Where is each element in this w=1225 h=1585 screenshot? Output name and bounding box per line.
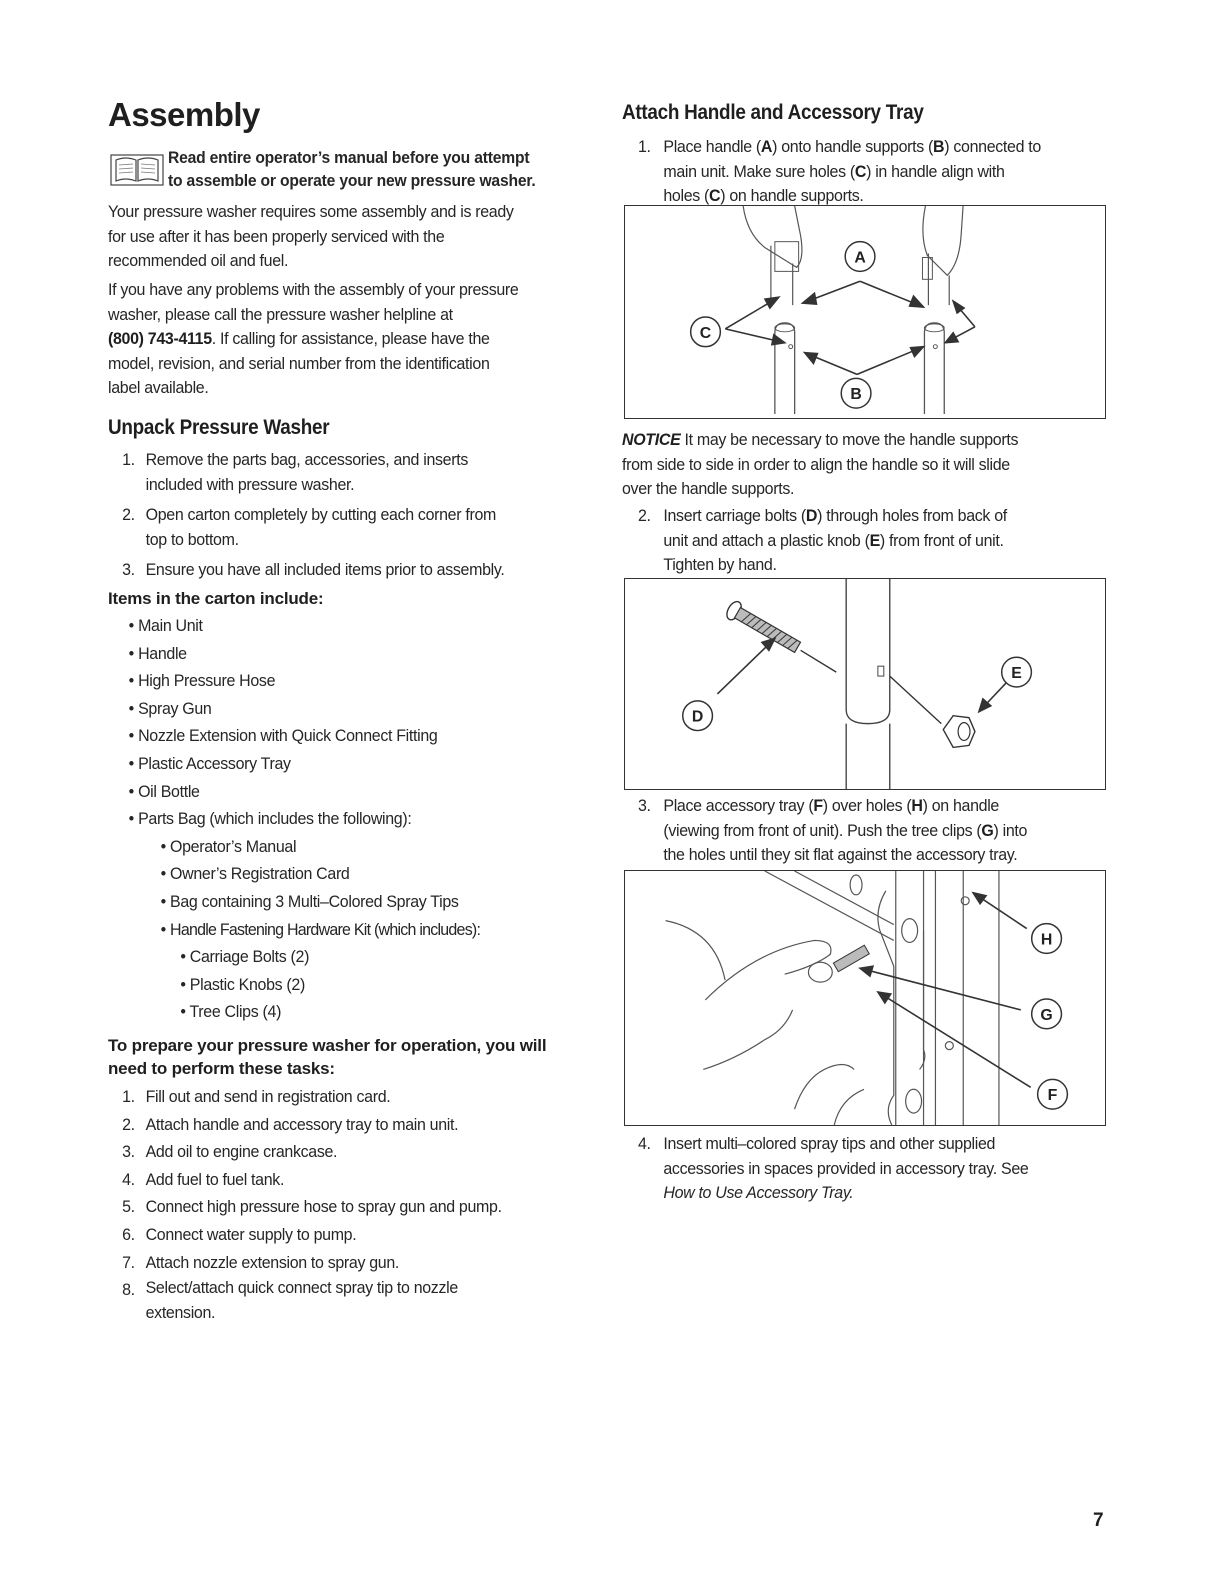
text-line: Fill out and send in registration card. [145, 1087, 391, 1106]
items-heading: Items in the carton include: [108, 589, 324, 608]
warning-line: Read entire operator’s manual before you attempt [168, 148, 530, 167]
handle-supports-figure [624, 205, 1106, 419]
item-text: Nozzle Extension with Quick Connect Fitting [138, 726, 438, 746]
text-line: for use after it has been properly serviced with the [108, 226, 445, 246]
list-item [108, 1193, 587, 1221]
callout-label-c: C [699, 324, 712, 342]
item-number: 7. [122, 1252, 135, 1272]
item-text: Carriage Bolts (2) [189, 947, 310, 967]
list-item [108, 558, 587, 583]
list-item [108, 1221, 587, 1249]
list-item [108, 1276, 587, 1325]
hand-drawing [666, 921, 864, 1125]
text-line: Add oil to engine crankcase. [145, 1142, 338, 1162]
text-span: ) onto handle supports ( [772, 137, 934, 156]
text-line [622, 529, 1106, 554]
tasks-list [108, 1083, 587, 1325]
list-item: • Nozzle Extension with Quick Connect Fitting [128, 726, 438, 746]
item-text: Operator’s Manual [170, 836, 297, 856]
book-icon [110, 154, 164, 186]
text-line: included with pressure washer. [145, 474, 355, 494]
item-number: 4. [637, 1134, 651, 1153]
list-item: • Handle [128, 643, 187, 663]
item-number: 6. [122, 1224, 135, 1244]
heading-line: To prepare your pressure washer for operation, you will [108, 1036, 547, 1055]
text-line [622, 504, 1106, 529]
list-item [108, 1166, 587, 1194]
text-line: extension. [145, 1302, 216, 1322]
list-item: • Parts Bag (which includes the following): [128, 809, 412, 829]
item-number: 4. [122, 1169, 135, 1189]
warning-line: to assemble or operate your new pressure washer. [168, 171, 536, 190]
text-span: . If calling for assistance, please have the [211, 329, 490, 348]
list-item: • High Pressure Hose [128, 671, 276, 691]
handle-supports-illustration [625, 206, 1105, 418]
text-line: Attach handle and accessory tray to main unit. [145, 1114, 459, 1134]
text-span: ) on handle [922, 796, 999, 815]
text-line: Ensure you have all included items prior to assembly. [145, 560, 505, 579]
attach-heading: Attach Handle and Accessory Tray [622, 101, 924, 124]
item-text: Plastic Accessory Tray [138, 753, 291, 773]
item-number: 1. [637, 137, 651, 156]
label-ref: F [813, 796, 823, 815]
text-line: washer, please call the pressure washer helpline at [108, 304, 453, 324]
cross-reference: How to Use Accessory Tray. [663, 1183, 854, 1202]
item-text: Main Unit [138, 616, 203, 635]
item-number: 2. [122, 1114, 135, 1134]
text-line: Select/attach quick connect spray tip to nozzle [145, 1278, 458, 1298]
text-line: accessories in spaces provided in accessory tray. See [663, 1158, 1029, 1178]
label-ref: E [869, 530, 880, 550]
text-span: ) over holes ( [822, 796, 912, 815]
list-item: • Tree Clips (4) [180, 1002, 282, 1022]
item-text: Bag containing 3 Multi–Colored Spray Tips [170, 891, 459, 911]
item-number: 3. [122, 560, 135, 579]
text-line: Tighten by hand. [663, 555, 777, 574]
item-number: 3. [122, 1142, 135, 1162]
list-item [108, 503, 587, 552]
item-text: Oil Bottle [138, 781, 200, 801]
text-line: Insert multi–colored spray tips and other supplied [663, 1134, 996, 1153]
text-span: ) connected to [944, 137, 1041, 156]
text-span: Place accessory tray ( [663, 796, 814, 815]
helpline-paragraph [108, 278, 587, 401]
text-span: unit and attach a plastic knob ( [663, 530, 870, 550]
item-text: Parts Bag (which includes the following): [138, 809, 412, 829]
item-number: 3. [637, 796, 651, 815]
text-line: from side to side in order to align the handle so it will slide [622, 454, 1010, 474]
carriage-bolt-figure [624, 578, 1106, 790]
item-text: Handle [138, 643, 187, 663]
label-ref: C [854, 161, 867, 181]
text-span: (viewing from front of unit). Push the tree clips ( [663, 820, 982, 840]
tasks-heading [108, 1034, 546, 1080]
text-line [622, 160, 1106, 185]
item-number: 1. [122, 1087, 135, 1106]
carriage-bolt-illustration [625, 579, 1105, 789]
text-line: model, revision, and serial number from the identification [108, 353, 490, 373]
list-item: • Spray Gun [128, 698, 212, 718]
list-item: • Plastic Accessory Tray [128, 753, 291, 773]
list-item: • Operator’s Manual [160, 836, 297, 856]
text-line: Add fuel to fuel tank. [145, 1169, 285, 1189]
text-span: holes ( [663, 186, 710, 205]
item-number: 5. [122, 1197, 135, 1217]
item-text: Spray Gun [138, 698, 212, 718]
text-span: ) from front of unit. [879, 530, 1004, 550]
plastic-knob [943, 716, 975, 748]
list-item: • Plastic Knobs (2) [180, 974, 305, 994]
text-line: Connect high pressure hose to spray gun and pump. [145, 1197, 502, 1217]
list-item [108, 1111, 587, 1139]
list-item [108, 448, 587, 497]
list-item [108, 1249, 587, 1277]
tree-clip-illustration [625, 871, 1105, 1125]
text-span: Insert carriage bolts ( [663, 506, 806, 525]
text-line: Attach nozzle extension to spray gun. [145, 1252, 400, 1272]
list-item [108, 1138, 587, 1166]
list-item [108, 1083, 587, 1111]
text-line [622, 819, 1106, 844]
carton-items [108, 612, 587, 1026]
callout-label-d: D [691, 708, 704, 726]
item-text: Handle Fastening Hardware Kit (which includes): [170, 919, 481, 939]
item-number: 2. [122, 505, 135, 524]
notice-label: NOTICE [622, 430, 681, 449]
list-item: • Carriage Bolts (2) [180, 947, 310, 967]
text-span: It may be necessary to move the handle supports [680, 430, 1019, 449]
list-item: • Handle Fastening Hardware Kit (which includes): [160, 919, 481, 939]
callout-label-b: B [850, 386, 862, 404]
list-item: • Main Unit [128, 616, 203, 635]
label-ref: G [981, 820, 994, 840]
text-line: Connect water supply to pump. [145, 1224, 357, 1244]
label-ref: H [911, 796, 923, 815]
text-line [622, 135, 1106, 160]
tree-clip-figure [624, 870, 1106, 1126]
intro-paragraph [108, 200, 587, 274]
callout-label-f: F [1047, 1087, 1058, 1105]
text-line: over the handle supports. [622, 479, 795, 498]
attach-step-3 [622, 794, 1106, 868]
text-line: label available. [108, 378, 209, 397]
attach-step-4 [622, 1132, 1106, 1206]
unpack-heading: Unpack Pressure Washer [108, 416, 330, 439]
text-line [108, 327, 587, 352]
unpack-steps [108, 448, 587, 583]
label-ref: D [805, 506, 818, 525]
text-span: ) into [993, 820, 1028, 840]
page-number: 7 [1093, 1510, 1104, 1531]
label-ref: A [760, 137, 773, 156]
label-ref: B [933, 137, 945, 156]
list-item: • Bag containing 3 Multi–Colored Spray Tips [160, 891, 459, 911]
item-number: 2. [637, 506, 651, 525]
item-text: Plastic Knobs (2) [189, 974, 305, 994]
text-line: Open carton completely by cutting each corner from [145, 505, 496, 524]
callout-label-a: A [854, 249, 866, 267]
callout-label-h: H [1040, 931, 1053, 949]
callout-label-e: E [1011, 665, 1022, 683]
text-line: recommended oil and fuel. [108, 251, 289, 270]
page-title: Assembly [108, 96, 260, 133]
text-line: top to bottom. [145, 529, 239, 549]
text-line: Remove the parts bag, accessories, and inserts [145, 450, 468, 469]
helpline-phone: (800) 743-4115 [108, 329, 212, 348]
text-line: the holes until they sit flat against the accessory tray. [663, 845, 1018, 864]
callout-label-g: G [1040, 1006, 1053, 1024]
warning-text [168, 146, 600, 192]
item-number: 1. [122, 450, 135, 469]
text-line [622, 428, 1106, 453]
text-span: main unit. Make sure holes ( [663, 161, 855, 181]
item-text: Tree Clips (4) [189, 1002, 282, 1022]
notice-paragraph [622, 428, 1106, 502]
attach-step-2 [622, 504, 1106, 578]
text-line [622, 794, 1106, 819]
label-ref: C [709, 186, 721, 205]
text-span: Place handle ( [663, 137, 761, 156]
list-item: • Owner’s Registration Card [160, 864, 350, 884]
list-item: • Oil Bottle [128, 781, 200, 801]
text-span: ) on handle supports. [720, 186, 864, 205]
item-text: Owner’s Registration Card [170, 864, 350, 884]
attach-step-1 [622, 135, 1106, 209]
text-line: If you have any problems with the assembly of your pressure [108, 280, 519, 299]
heading-line: need to perform these tasks: [108, 1059, 335, 1078]
text-span: ) in handle align with [866, 161, 1005, 181]
item-number: 8. [122, 1280, 135, 1300]
text-line: Your pressure washer requires some assembly and is ready [108, 202, 514, 221]
text-span: ) through holes from back of [817, 506, 1007, 525]
item-text: High Pressure Hose [138, 671, 276, 691]
